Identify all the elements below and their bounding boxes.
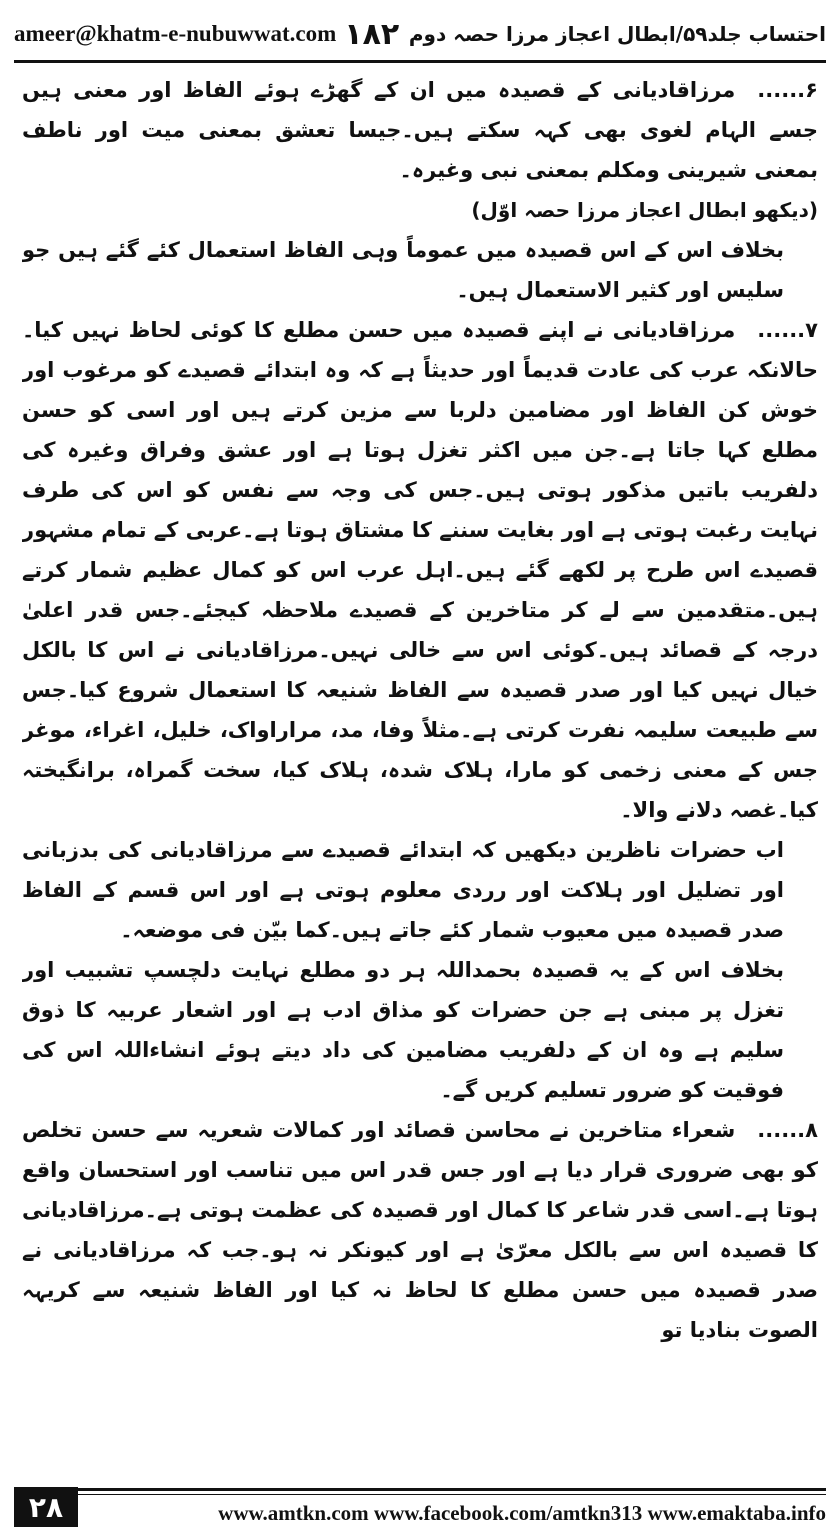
paragraph-text: شعراء متاخرین نے محاسن قصائد اور کمالات شعریہ سے حسن تخلص کو بھی ضروری قرار دیا ہے اور جس قدر اس میں تناسب اور استحسان واقع ہوتا ہے۔اسی قدر شاعر کا کمال اور قصیدہ کی عظمت ہوتی ہے۔مرزاقادیانی کا قصیدہ اس سے بالکل معرّیٰ ہے اور کیونکر نہ ہو۔جب کہ مرزاقادیانی نے صدر قصیدہ میں حسن مطلع کا لحاظ نہ کیا اور الفاظ شنیعہ سے کریہہ الصوت بنادیا تو (22, 1118, 818, 1342)
header-email[interactable]: ameer@khatm-e-nubuwwat.com (14, 21, 337, 46)
paragraph-readers: اب حضرات ناظرین دیکھیں کہ ابتدائے قصیدے سے مرزاقادیانی کی بدزبانی اور تضلیل اور ہلاکت اور رردی معلوم ہوتی ہے اور اس قسم کے الفاظ صدر قصیدہ میں معیوب شمار کئے جاتے ہیں۔کما بیّن فی موضعہ۔ (22, 838, 784, 942)
page-footer (14, 1484, 826, 1530)
header-page-number: ۱۸۲ (344, 16, 400, 52)
footer-right (78, 1488, 826, 1526)
paragraph-contrast-1: بخلاف اس کے اس قصیدہ میں عموماً وہی الفاظ استعمال کئے گئے ہیں جو سلیس اور کثیر الاستعمال ہیں۔ (22, 238, 784, 302)
footer-page-number: ۲۸ (14, 1487, 78, 1527)
footer-rule (78, 1488, 826, 1495)
paragraph-text: مرزاقادیانی کے قصیدہ میں ان کے گھڑے ہوئے الفاظ اور معنی ہیں جسے الہام لغوی بھی کہہ سکتے ہیں۔جیسا تعشق بمعنی میت اور ناطف بمعنی شیرینی ومکلم بمعنی نبی وغیرہ۔ (22, 78, 818, 182)
item-number: ۷...... (757, 318, 818, 342)
paragraph-text: مرزاقادیانی نے اپنے قصیدہ میں حسن مطلع کا کوئی لحاظ نہیں کیا۔حالانکہ عرب کی عادت قدیماً اور حدیثاً ہے کہ وہ ابتدائے قصیدے کو مرغوب اور خوش کن الفاظ اور مضامین دلربا سے مزین کرتے ہیں اور اسی کو حسن مطلع کہا جاتا ہے۔جن میں اکثر تغزل ہوتا ہے اور عشق وفراق وغیرہ کی دلفریب باتیں مذکور ہوتی ہیں۔جس کی وجہ سے نفس کو اس کی طرف نہایت رغبت ہوتی ہے اور بغایت سننے کا مشتاق ہوتا ہے۔عربی کے تمام مشہور قصیدے اس طرح پر لکھے گئے ہیں۔اہل عرب اس کو کمال عظیم شمار کرتے ہیں۔متقدمین سے لے کر متاخرین کے قصیدے ملاحظہ کیجئے۔جس قدر اعلیٰ درجہ کے قصائد ہیں۔کوئی اس سے خالی نہیں۔مرزاقادیانی نے اس کا بالکل خیال نہیں کیا اور صدر قصیدہ سے الفاظ شنیعہ کا استعمال شروع کیا۔جس سے طبیعت سلیمہ نفرت کرتی ہے۔مثلاً وفا، مد، مراراواک، خلیل، اغراء، موغر جس کے معنی زخمی کو مارا، ہلاک شدہ، ہلاک کیا، سخت گمراہ، برانگیختہ کیا۔غصہ دلانے والا۔ (22, 318, 818, 822)
running-title: احتساب جلد۵۹/ابطال اعجاز مرزا حصہ دوم (408, 22, 826, 46)
footer-urls[interactable]: www.amtkn.com www.facebook.com/amtkn313 www.emaktaba.info (218, 1501, 826, 1525)
paragraph-7 (22, 310, 818, 830)
page-body (22, 70, 818, 1440)
paragraph-8 (22, 1110, 818, 1350)
reference-note: (دیکھو ابطال اعجاز مرزا حصہ اوّل) (471, 198, 818, 222)
page-header (14, 12, 826, 56)
paragraph-contrast-2: بخلاف اس کے یہ قصیدہ بحمداللہ ہر دو مطلع نہایت دلچسپ تشبیب اور تغزل پر مبنی ہے جن حضرات کو مذاق ادب ہے اور اشعار عربیہ کا ذوق سلیم ہے وہ ان کے دلفریب مضامین کی داد دیتے ہوئے انشاءاللہ اس کی فوقیت کو ضرور تسلیم کریں گے۔ (22, 958, 784, 1102)
item-number: ۸...... (757, 1118, 818, 1142)
header-rule (14, 60, 826, 63)
item-number: ۶...... (757, 78, 818, 102)
header-left (14, 17, 399, 52)
paragraph-6 (22, 70, 818, 190)
